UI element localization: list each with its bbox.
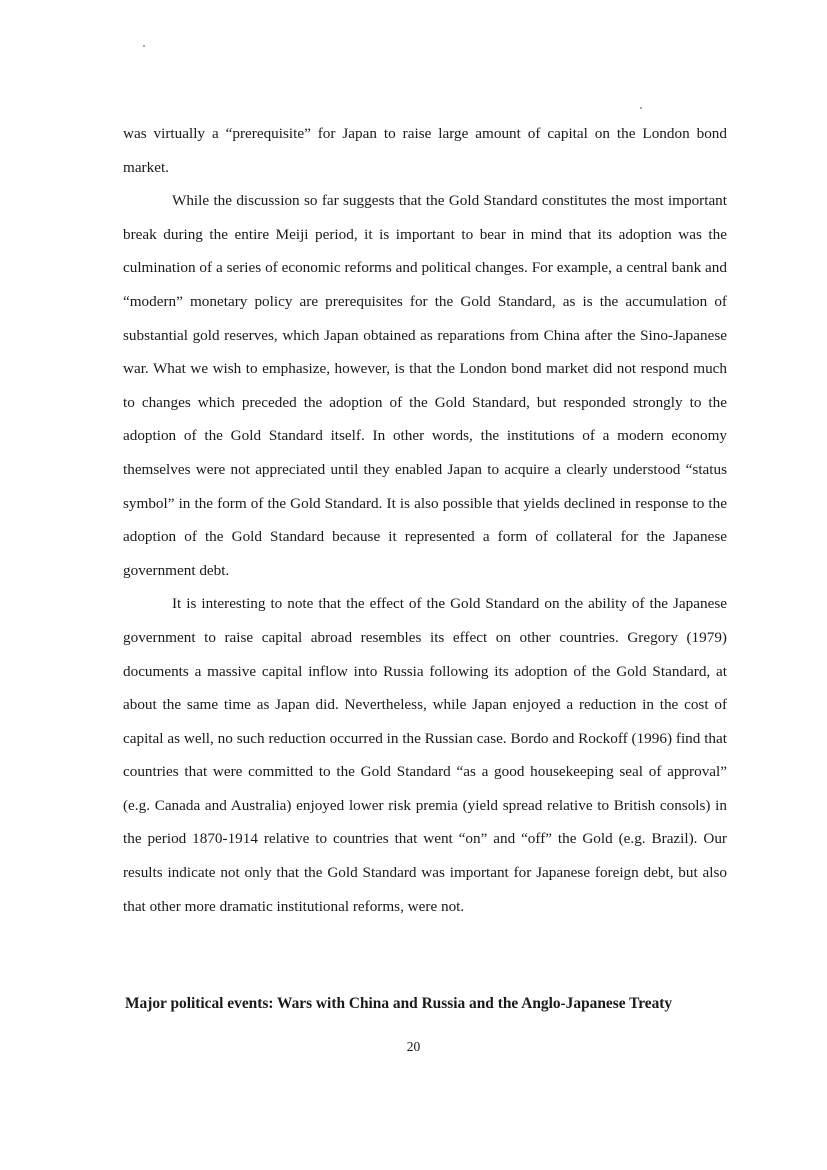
page-number: 20 (406, 1039, 421, 1054)
paragraph-continuation: was virtually a “prerequisite” for Japan to raise large amount of capital on the London bond market. (123, 125, 727, 176)
scan-speck (640, 107, 642, 109)
paragraph-gold-standard-comparison: It is interesting to note that the effect of the Gold Standard on the ability of the Japanese government to raise capital abroad resembles its effect on other countries. Gregory (1979) documents a massive capital inflow into Russia following its adoption of the Gold Standard, at about the same time as Japan did. Nevertheless, while Japan enjoyed a reduction in the cost of capital as well, no such reduction occurred in the Russian case. Bordo and Rockoff (1996) find that countries that were committed to the Gold Standard “as a good housekeeping seal of approval” (e.g. Canada and Australia) enjoyed lower risk premia (yield spread relative to British consols) in the period 1870-1914 relative to countries that went “on” and “off” the Gold (e.g. Brazil). Our results indicate not only that the Gold Standard was important for Japanese foreign debt, but also that other more dramatic institutional reforms, were not. (123, 595, 727, 915)
section-heading: Major political events: Wars with China and Russia and the Anglo-Japanese Treaty (125, 995, 673, 1012)
body-text (123, 117, 727, 923)
scan-speck (143, 45, 145, 47)
paragraph-gold-standard-reforms: While the discussion so far suggests that the Gold Standard constitutes the most important break during the entire Meiji period, it is important to bear in mind that its adoption was the culmination of a series of economic reforms and political changes. For example, a central bank and “modern” monetary policy are prerequisites for the Gold Standard, as is the accumulation of substantial gold reserves, which Japan obtained as reparations from China after the Sino-Japanese war. What we wish to emphasize, however, is that the London bond market did not respond much to changes which preceded the adoption of the Gold Standard, but responded strongly to the adoption of the Gold Standard itself. In other words, the institutions of a modern economy themselves were not appreciated until they enabled Japan to acquire a clearly understood “status symbol” in the form of the Gold Standard. It is also possible that yields declined in response to the adoption of the Gold Standard because it represented a form of collateral for the Japanese government debt. (123, 192, 727, 579)
